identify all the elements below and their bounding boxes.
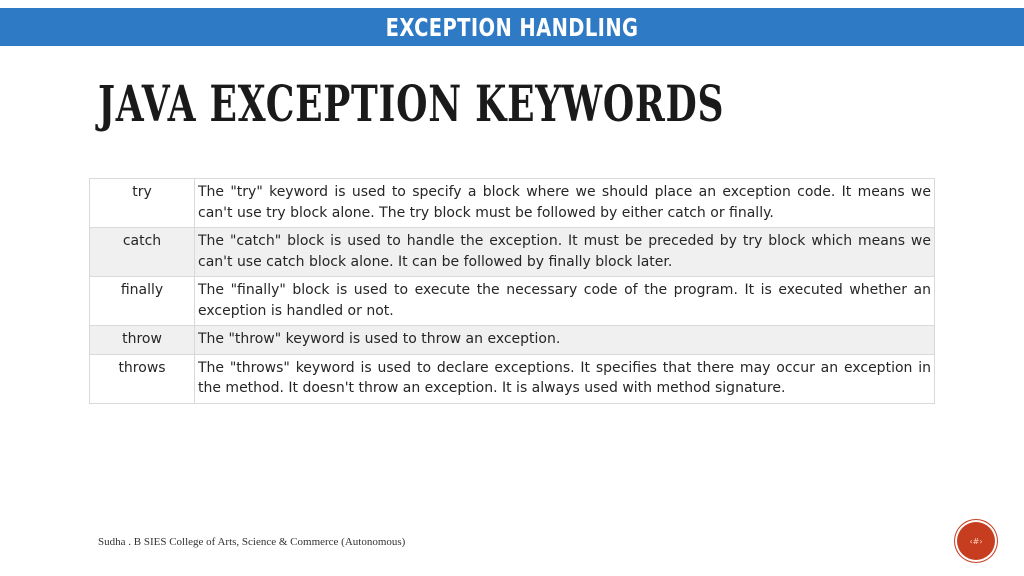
description-cell: The "catch" block is used to handle the exception. It must be preceded by try block which means we can't use catch block alone. It can be followed by finally block later.	[195, 228, 935, 277]
header-bar	[0, 8, 1024, 46]
table-row	[90, 326, 935, 355]
page-number: ‹#›	[969, 536, 983, 546]
keywords-table	[89, 178, 935, 404]
description-cell: The "try" keyword is used to specify a block where we should place an exception code. It means we can't use try block alone. The try block must be followed by either catch or finally.	[195, 179, 935, 228]
footer-text: Sudha . B SIES College of Arts, Science & Commerce (Autonomous)	[98, 536, 406, 548]
header-title: EXCEPTION HANDLING	[385, 12, 639, 42]
keyword-cell: finally	[90, 277, 195, 326]
description-cell: The "throws" keyword is used to declare exceptions. It specifies that there may occur an exception in the method. It doesn't throw an exception. It is always used with method signature.	[195, 354, 935, 403]
table-row	[90, 354, 935, 403]
description-cell: The "throw" keyword is used to throw an exception.	[195, 326, 935, 355]
keyword-cell: throw	[90, 326, 195, 355]
page-number-badge	[957, 522, 995, 560]
keyword-cell: try	[90, 179, 195, 228]
table-row	[90, 228, 935, 277]
table-row	[90, 179, 935, 228]
description-cell: The "finally" block is used to execute the necessary code of the program. It is executed whether an exception is handled or not.	[195, 277, 935, 326]
slide-title: JAVA EXCEPTION KEYWORDS	[98, 74, 725, 133]
table-row	[90, 277, 935, 326]
keyword-cell: catch	[90, 228, 195, 277]
keyword-cell: throws	[90, 354, 195, 403]
